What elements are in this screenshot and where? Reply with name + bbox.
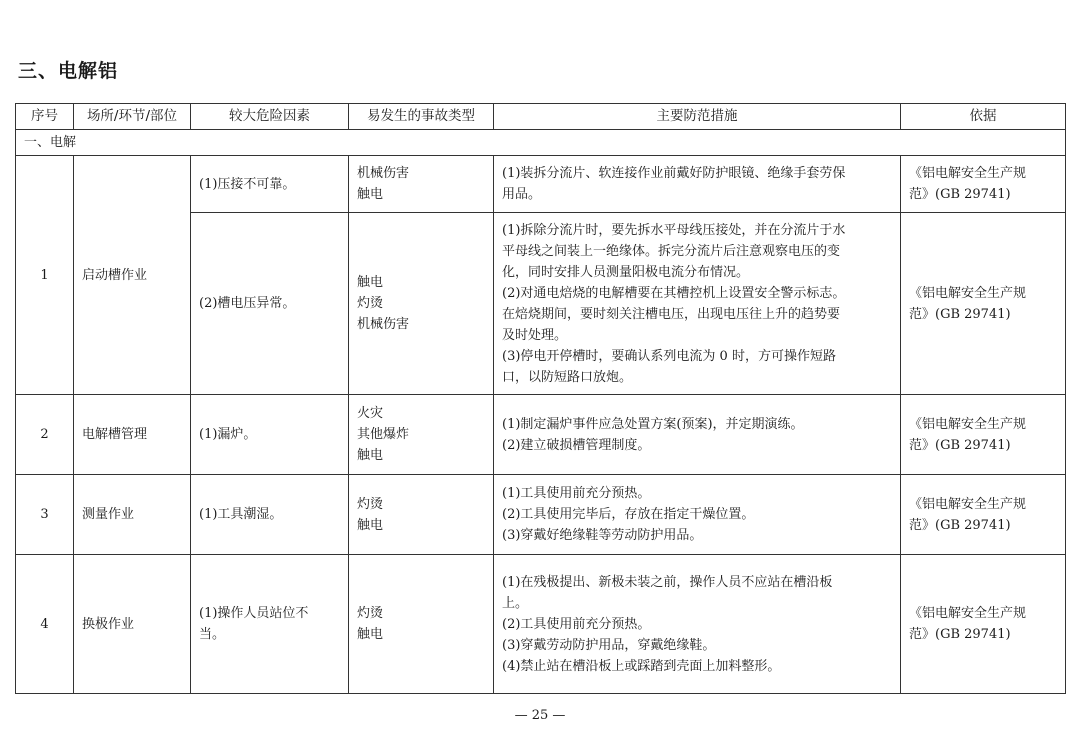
row-accident-type	[349, 395, 494, 475]
table-row	[16, 156, 1066, 213]
cell-line: 范》(GB 29741)	[909, 187, 1011, 202]
row-accident-type	[349, 213, 494, 395]
row-hazard	[191, 156, 349, 213]
cell-line: 其他爆炸	[357, 427, 410, 442]
row-accident-type	[349, 156, 494, 213]
cell-line: 范》(GB 29741)	[909, 517, 1011, 533]
cell-line: (3)停电开停槽时，要确认系列电流为 0 时，方可操作短路	[502, 348, 836, 364]
cell-line: 灼烫	[357, 606, 384, 621]
row-seq: 4	[16, 555, 74, 694]
cell-line: 触电	[357, 517, 384, 533]
row-measures	[494, 156, 901, 213]
cell-line: 上。	[502, 595, 529, 611]
cell-line: (1)制定漏炉事件应急处置方案(预案)，并定期演练。	[502, 416, 804, 432]
row-accident-type	[349, 555, 494, 694]
cell-line: 火灾	[357, 406, 384, 421]
cell-line: (1)拆除分流片时，要先拆水平母线压接处，并在分流片于水	[502, 222, 846, 238]
section-row	[16, 130, 1066, 156]
header-basis: 依据	[901, 104, 1066, 130]
cell-line: 触电	[357, 448, 384, 463]
cell-line: 触电	[357, 627, 384, 642]
cell-line: (1)压接不可靠。	[199, 176, 296, 192]
header-seq: 序号	[16, 104, 74, 130]
row-accident-type	[349, 475, 494, 555]
cell-line: (2)工具使用前充分预热。	[502, 616, 651, 632]
row-seq: 2	[16, 395, 74, 475]
cell-line: 口，以防短路口放炮。	[502, 369, 633, 385]
cell-line: 《铝电解安全生产规	[909, 166, 1027, 181]
header-accident-type: 易发生的事故类型	[349, 104, 494, 130]
row-basis	[901, 475, 1066, 555]
header-place: 场所/环节/部位	[74, 104, 191, 130]
cell-line: 用品。	[502, 187, 542, 202]
cell-line: 《铝电解安全生产规	[909, 285, 1027, 301]
cell-line: 及时处理。	[502, 327, 568, 343]
table-header-row	[16, 104, 1066, 130]
cell-line: 机械伤害	[357, 166, 410, 181]
cell-line: (1)在残极提出、新极未装之前，操作人员不应站在槽沿板	[502, 574, 833, 590]
page-title: 三、电解铝	[18, 60, 119, 82]
cell-line: 范》(GB 29741)	[909, 306, 1011, 322]
table-row	[16, 555, 1066, 694]
cell-line: (3)穿戴劳动防护用品，穿戴绝缘鞋。	[502, 637, 716, 653]
cell-line: 范》(GB 29741)	[909, 627, 1011, 642]
row-hazard	[191, 213, 349, 395]
cell-line: 范》(GB 29741)	[909, 437, 1011, 453]
cell-line: 化，同时安排人员测量阳极电流分布情况。	[502, 264, 750, 280]
cell-line: 在焙烧期间，要时刻关注槽电压，出现电压往上升的趋势要	[502, 306, 841, 322]
row-place: 电解槽管理	[74, 395, 191, 475]
row-measures	[494, 475, 901, 555]
cell-line: 触电	[357, 275, 384, 290]
cell-line: (2)工具使用完毕后，存放在指定干燥位置。	[502, 507, 755, 522]
cell-line: 平母线之间装上一绝缘体。拆完分流片后注意观察电压的变	[502, 243, 841, 259]
cell-line: 机械伤害	[357, 317, 410, 332]
cell-line: (2)槽电压异常。	[199, 296, 296, 311]
cell-line: 《铝电解安全生产规	[909, 416, 1027, 432]
row-seq: 3	[16, 475, 74, 555]
header-hazard: 较大危险因素	[191, 104, 349, 130]
cell-line: (2)建立破损槽管理制度。	[502, 437, 651, 453]
header-measures: 主要防范措施	[494, 104, 901, 130]
row-basis	[901, 555, 1066, 694]
cell-line: 《铝电解安全生产规	[909, 496, 1027, 512]
row-hazard	[191, 475, 349, 555]
cell-line: 灼烫	[357, 496, 384, 512]
cell-line: 《铝电解安全生产规	[909, 606, 1027, 621]
cell-line: (3)穿戴好绝缘鞋等劳动防护用品。	[502, 528, 703, 543]
table-row	[16, 395, 1066, 475]
row-measures	[494, 555, 901, 694]
row-place: 测量作业	[74, 475, 191, 555]
row-basis	[901, 395, 1066, 475]
cell-line: (2)对通电焙烧的电解槽要在其槽控机上设置安全警示标志。	[502, 285, 846, 301]
row-basis	[901, 156, 1066, 213]
cell-line: (1)工具使用前充分预热。	[502, 486, 651, 501]
row-basis	[901, 213, 1066, 395]
table-row	[16, 475, 1066, 555]
cell-line: (1)操作人员站位不	[199, 606, 309, 621]
row-place: 换极作业	[74, 555, 191, 694]
row-measures	[494, 395, 901, 475]
page-number: — 25 —	[514, 708, 566, 723]
cell-line: 灼烫	[357, 296, 384, 311]
cell-line: (1)漏炉。	[199, 427, 257, 442]
row-hazard	[191, 395, 349, 475]
row-seq: 1	[16, 156, 74, 395]
cell-line: (1)工具潮湿。	[199, 507, 283, 522]
cell-line: 触电	[357, 187, 384, 202]
table-body	[16, 130, 1066, 694]
hazard-table	[15, 103, 1066, 694]
section-title: 一、电解	[16, 130, 1066, 156]
row-place: 启动槽作业	[74, 156, 191, 395]
row-hazard	[191, 555, 349, 694]
cell-line: (1)装拆分流片、软连接作业前戴好防护眼镜、绝缘手套劳保	[502, 166, 846, 181]
cell-line: 当。	[199, 627, 226, 642]
cell-line: (4)禁止站在槽沿板上或踩踏到壳面上加料整形。	[502, 658, 781, 674]
row-measures	[494, 213, 901, 395]
